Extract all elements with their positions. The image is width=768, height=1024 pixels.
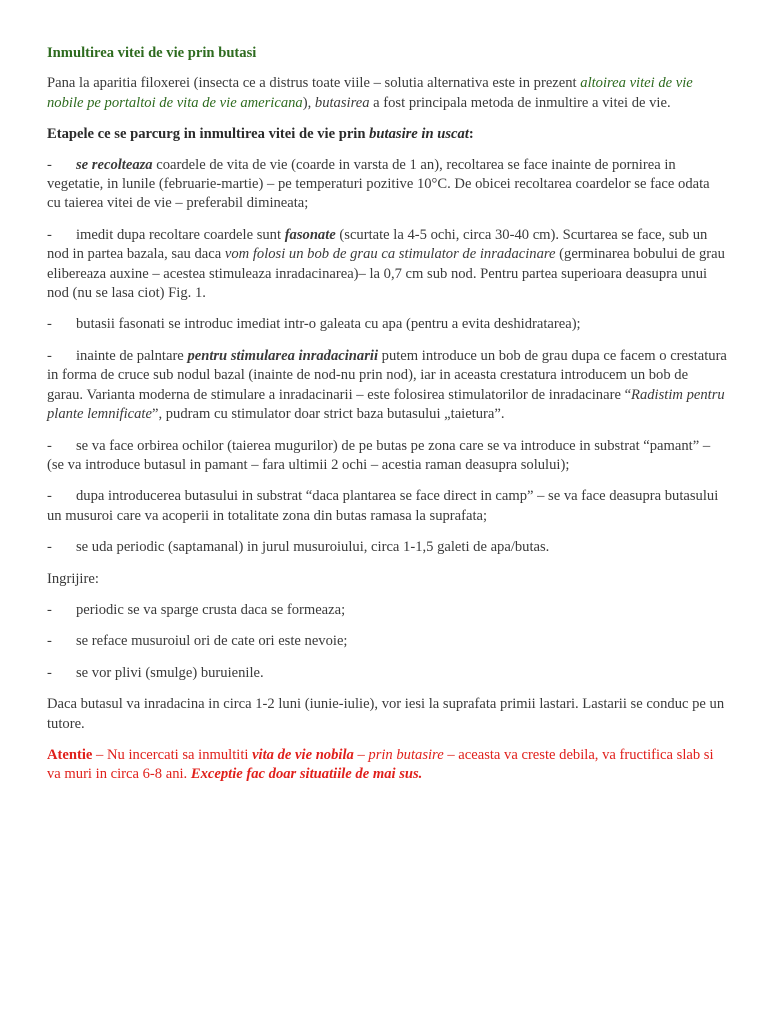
step-emphasis: se recolteaza xyxy=(76,156,153,173)
intro-butasirea: butasirea xyxy=(314,94,370,111)
list-item xyxy=(47,437,727,476)
bullet-dash: - xyxy=(47,664,52,681)
step-italic: vom folosi un bob de grau ca stimulator de inradacinare xyxy=(224,246,556,263)
bullet-dash: - xyxy=(47,347,52,364)
intro-text: ), xyxy=(302,94,315,111)
bullet-dash: - xyxy=(47,437,52,454)
list-item xyxy=(47,315,727,334)
bullet-dash: - xyxy=(47,226,52,243)
list-item xyxy=(47,632,727,651)
step-text: putem introduce un bob de grau dupa ce facem o crestatura in forma de cruce sub nodul bazal (inainte de nod-nu prin nod), iar in aceasta crestatura introducem un bob de garau. Varianta moderna de stimulare a inradacinarii – este folosirea stimulatorilor de inradacinare “ xyxy=(47,347,727,403)
bullet-dash: - xyxy=(47,316,52,333)
intro-text: a fost principala metoda de inmultire a vitei de vie. xyxy=(369,94,671,111)
section-heading xyxy=(47,125,727,144)
heading-colon: : xyxy=(468,126,474,143)
list-item xyxy=(47,226,727,304)
step-text: se uda periodic (saptamanal) in jurul musuroiului, circa 1-1,5 galeti de apa/butas. xyxy=(76,539,550,556)
care-item-text: se vor plivi (smulge) buruienile. xyxy=(76,664,264,681)
heading-emphasis: butasire in uscat xyxy=(369,126,469,143)
step-text: (scurtate la 4-5 ochi, circa 30-40 cm). Scurtarea se face, sub un nod in partea bazala, sau daca xyxy=(47,226,708,263)
step-text: inainte de palntare xyxy=(76,347,188,364)
step-emphasis: fasonate xyxy=(284,226,336,243)
step-text: coardele de vita de vie (coarde in varsta de 1 an), recoltarea se face inainte de pornirea in vegetatie, in lunile (februarie-martie) – pe temperaturi pozitive 10°C. De obicei recoltarea coardelor se face odata cu taierea vitei de vie – preferabil dimineata; xyxy=(47,156,710,212)
warning-paragraph xyxy=(47,746,727,785)
bullet-dash: - xyxy=(47,539,52,556)
bullet-dash: - xyxy=(47,633,52,650)
warning-exception: Exceptie fac doar situatiile de mai sus. xyxy=(190,766,423,783)
list-item xyxy=(47,664,727,683)
intro-text: Pana la aparitia filoxerei (insecta ce a distrus toate viile – solutia alternativa este in prezent xyxy=(47,75,581,92)
heading-text: Etapele ce se parcurg in inmultirea vitei de vie prin xyxy=(47,126,370,143)
intro-paragraph xyxy=(47,74,727,113)
warning-emphasis: vita de vie nobila xyxy=(252,746,354,763)
bullet-dash: - xyxy=(47,156,52,173)
list-item xyxy=(47,601,727,620)
list-item xyxy=(47,487,727,526)
intro-grafting-text: altoirea vitei de vie nobile pe portaltoi de vita de vie americana xyxy=(47,75,693,111)
step-text: butasii fasonati se introduc imediat intr-o galeata cu apa (pentru a evita deshidratarea); xyxy=(76,316,581,333)
care-item-text: se reface musuroiul ori de cate ori este nevoie; xyxy=(76,633,348,650)
warning-text: – Nu incercati sa inmultiti xyxy=(92,746,253,763)
warning-text: – aceasta va creste debila, va fructifica slab si va muri in circa 6-8 ani. xyxy=(47,746,714,783)
bullet-dash: - xyxy=(47,601,52,618)
step-text: dupa introducerea butasului in substrat “daca plantarea se face direct in camp” – se va face deasupra butasului un musuroi care va acoperii in totalitate zona din butas ramasa la suprafata; xyxy=(47,488,719,524)
step-text: se va face orbirea ochilor (taierea mugurilor) de pe butas pe zona care se va introduce in substrat “pamant” – (se va introduce butasul in pamant – fara ultimii 2 ochi – acestia raman deasupra solului); xyxy=(47,437,711,473)
document-title: Inmultirea vitei de vie prin butasi xyxy=(47,45,257,61)
step-text: ”, pudram cu stimulator doar strict baza butasului „taietura”. xyxy=(151,406,505,423)
warning-label: Atentie xyxy=(47,746,93,763)
step-emphasis: pentru stimularea inradacinarii xyxy=(187,347,379,364)
step-text: (germinarea bobului de grau elibereaza auxine – acestea stimuleaza inradacinarea)– la 0,7 cm sub nod. Pentru partea superioara deasupra unui nod (nu se lasa ciot) Fig. 1. xyxy=(47,246,725,302)
warning-text: – xyxy=(353,746,369,763)
warning-italic: prin butasire xyxy=(368,746,444,763)
care-label: Ingrijire: xyxy=(47,570,99,587)
step-text: imedit dupa recoltare coardele sunt xyxy=(76,226,285,243)
list-item xyxy=(47,347,727,425)
closing-paragraph: Daca butasul va inradacina in circa 1-2 luni (iunie-iulie), vor iesi la suprafata primii lastari. Lastarii se conduc pe un tutore. xyxy=(47,696,725,732)
care-item-text: periodic se va sparge crusta daca se formeaza; xyxy=(76,601,346,618)
list-item xyxy=(47,538,727,557)
list-item xyxy=(47,156,727,214)
step-italic: Radistim pentru plante lemnificate xyxy=(47,386,725,423)
bullet-dash: - xyxy=(47,488,52,505)
document-page xyxy=(47,44,727,797)
